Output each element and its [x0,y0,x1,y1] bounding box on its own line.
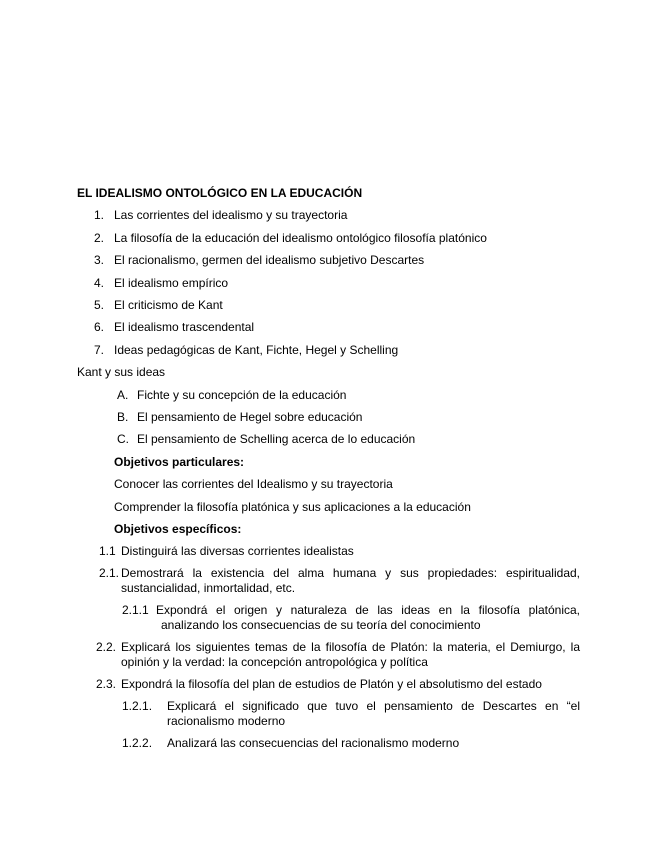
list-text: El racionalismo, germen del idealismo subjetivo Descartes [114,253,425,267]
document-title: EL IDEALISMO ONTOLÓGICO EN LA EDUCACIÓN [77,186,363,200]
list-number: 5. [94,298,105,312]
objective-item: Conocer las corrientes del Idealismo y su trayectoria [114,477,393,491]
list-text: Expondrá el origen y naturaleza de las ideas en la filosofía platónica, analizando los consecuencias de su teoría del conocimiento [156,603,580,632]
list-number: 2. [94,231,105,245]
list-number: 1.1 [99,544,116,558]
list-text: El idealismo trascendental [114,320,255,334]
list-text: Fichte y su concepción de la educación [137,388,347,402]
list-number: 2.1. [99,566,120,580]
list-number: 1.2.1. [122,699,153,713]
list-number: 7. [94,343,105,357]
list-number: 1.2.2. [122,736,153,750]
list-text: Distinguirá las diversas corrientes idealistas [121,544,354,558]
particular-objectives-heading: Objetivos particulares: [114,455,245,469]
list-text: Explicará los siguientes temas de la filosofía de Platón: la materia, el Demiurgo, la opinión y la verdad: la concepción antropológica y política [121,640,580,669]
list-number: 1. [94,208,105,222]
list-text: El criticismo de Kant [114,298,223,312]
list-text: Expondrá la filosofía del plan de estudios de Platón y el absolutismo del estado [121,677,542,691]
list-text: Las corrientes del idealismo y su trayectoria [114,208,348,222]
list-text: Ideas pedagógicas de Kant, Fichte, Hegel y Schelling [114,343,399,357]
specific-objectives-heading: Objetivos específicos: [114,522,242,536]
list-number: 2.3. [96,677,117,691]
list-text: El idealismo empírico [114,276,229,290]
list-text: Analizará las consecuencias del racionalismo moderno [167,736,460,750]
objective-item: Comprender la filosofía platónica y sus aplicaciones a la educación [114,500,471,514]
list-number: 3. [94,253,105,267]
list-number: 4. [94,276,105,290]
list-number: 2.1.1 [122,603,149,617]
kant-line: Kant y sus ideas [77,365,166,379]
list-letter: C. [117,432,129,446]
list-letter: B. [117,410,129,424]
list-number: 6. [94,320,105,334]
list-text: La filosofía de la educación del idealismo ontológico filosofía platónico [114,231,487,245]
list-letter: A. [117,388,129,402]
list-text: Explicará el significado que tuvo el pensamiento de Descartes en “el racionalismo moderno [167,699,580,728]
list-text: El pensamiento de Schelling acerca de lo educación [137,432,416,446]
list-number: 2.2. [96,640,117,654]
list-text: El pensamiento de Hegel sobre educación [137,410,363,424]
list-text: Demostrará la existencia del alma humana y sus propiedades: espiritualidad, sustancialidad, inmortalidad, etc. [121,566,580,595]
